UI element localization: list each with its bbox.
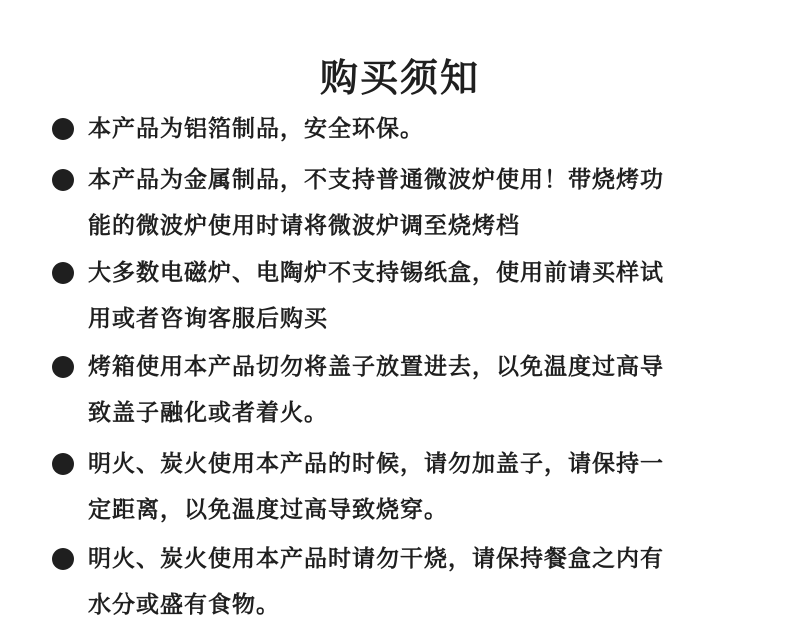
notice-text: 明火、炭火使用本产品的时候，请勿加盖子，请保持一 定距离，以免温度过高导致烧穿。 xyxy=(88,451,664,523)
page-title: 购买须知 xyxy=(319,56,480,101)
notice-text: 本产品为金属制品，不支持普通微波炉使用！带烧烤功 能的微波炉使用时请将微波炉调至烧烤档 xyxy=(88,167,664,239)
notice-text: 明火、炭火使用本产品时请勿干烧，请保持餐盒之内有 水分或盛有食物。 xyxy=(88,546,664,618)
bullet-icon xyxy=(52,169,74,191)
bullet-icon xyxy=(52,118,74,140)
bullet-icon xyxy=(52,548,74,570)
bullet-icon xyxy=(52,356,74,378)
bullet-icon xyxy=(52,262,74,284)
notice-text: 烤箱使用本产品切勿将盖子放置进去，以免温度过高导 致盖子融化或者着火。 xyxy=(88,354,664,426)
notice-text: 大多数电磁炉、电陶炉不支持锡纸盒，使用前请买样试 用或者咨询客服后购买 xyxy=(88,260,664,332)
bullet-icon xyxy=(52,453,74,475)
notice-text: 本产品为铝箔制品，安全环保。 xyxy=(88,116,424,142)
